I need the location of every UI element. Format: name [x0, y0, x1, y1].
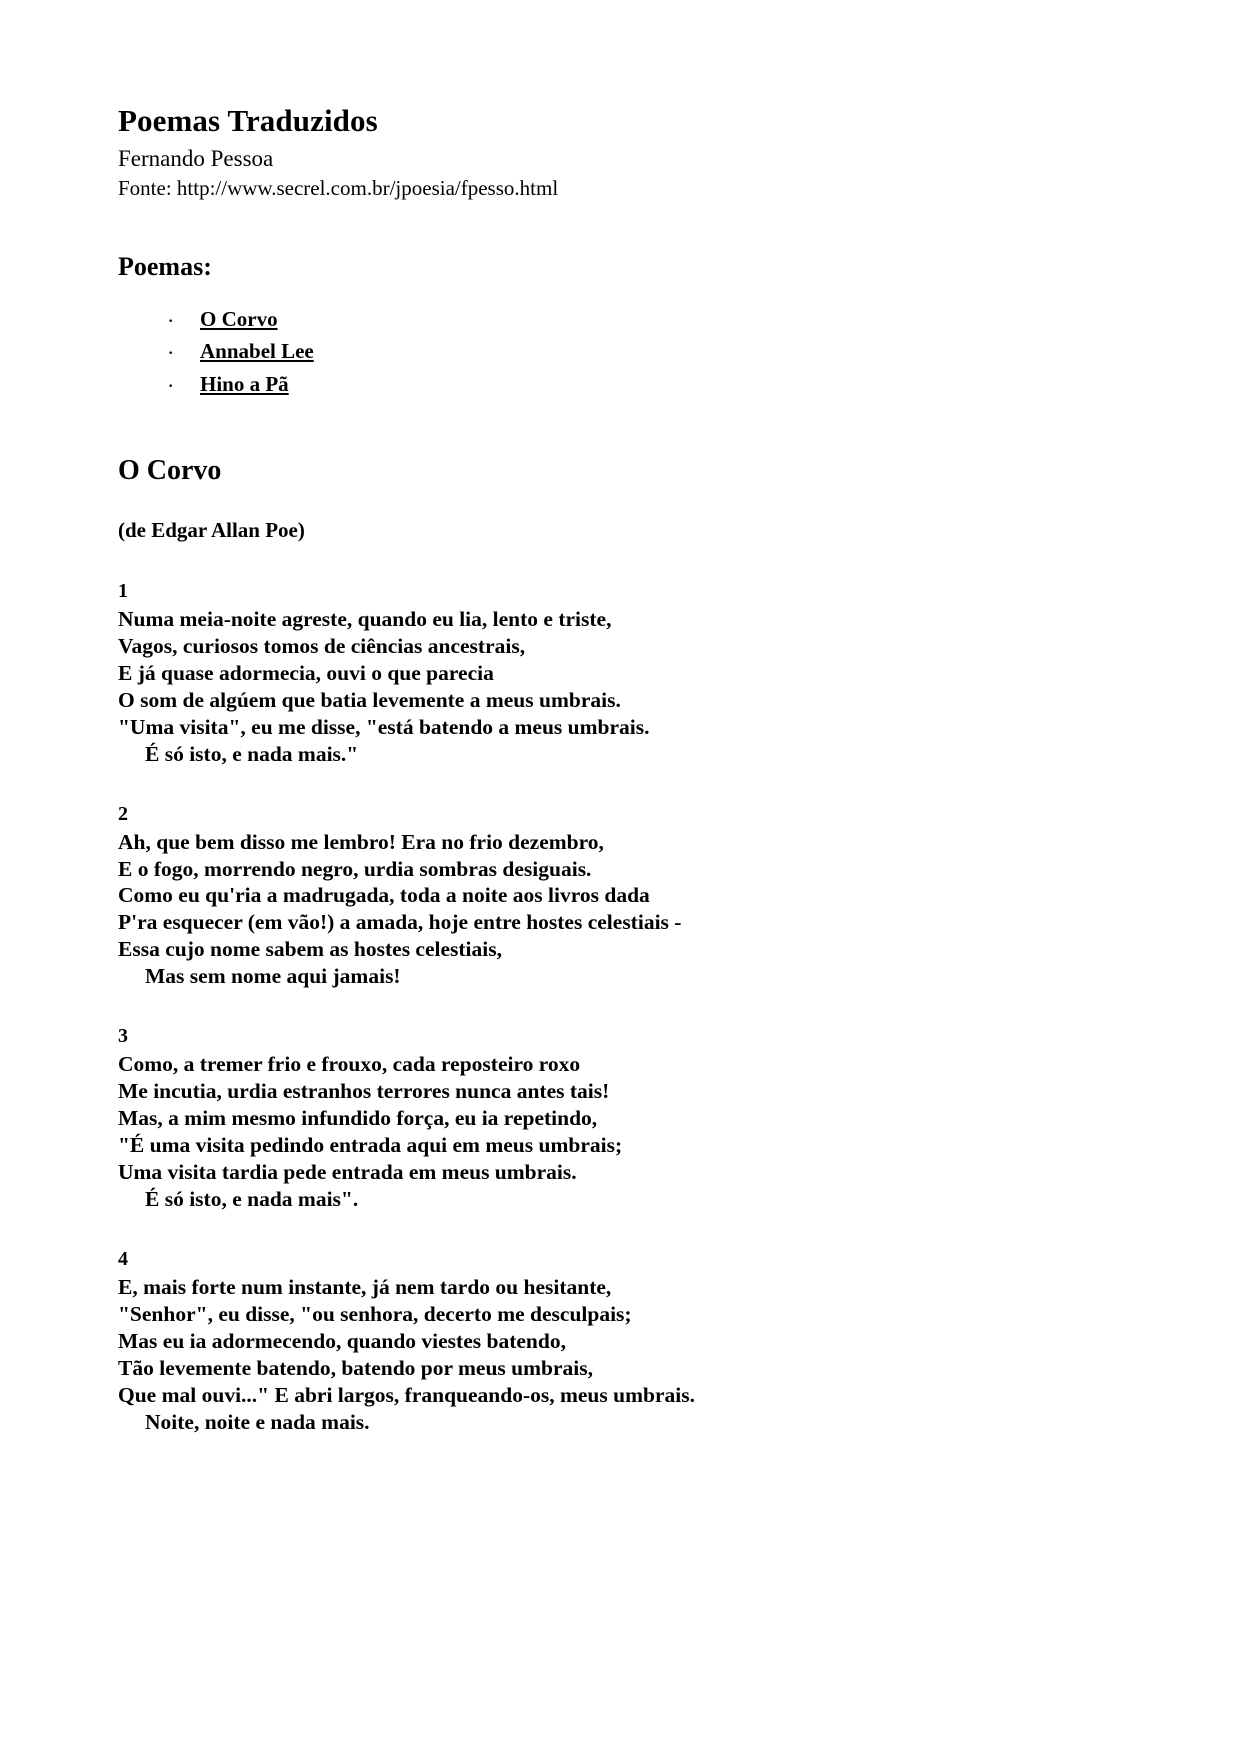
bullet-icon: · [168, 312, 174, 330]
bullet-icon: · [168, 345, 174, 363]
document-author: Fernando Pessoa [118, 145, 274, 171]
stanza [118, 578, 1122, 768]
list-item [164, 306, 1122, 333]
stanza-line: "Senhor", eu disse, "ou senhora, decerto me desculpais; [118, 1302, 632, 1327]
poem-link-2[interactable]: Hino a Pã [200, 371, 289, 396]
stanza-line: E já quase adormecia, ouvi o que parecia [118, 660, 494, 685]
list-item [164, 338, 1122, 365]
stanza-number: 4 [118, 1248, 128, 1271]
document-source-url: Fonte: http://www.secrel.com.br/jpoesia/fpesso.html [118, 176, 559, 201]
stanza-line: Uma visita tardia pede entrada em meus umbrais. [118, 1160, 577, 1185]
stanza-line: Tão levemente batendo, batendo por meus umbrais, [118, 1356, 594, 1381]
stanza [118, 1246, 1122, 1436]
stanza-line: "É uma visita pedindo entrada aqui em meus umbrais; [118, 1133, 623, 1158]
stanza-line: Como, a tremer frio e frouxo, cada reposteiro roxo [118, 1052, 581, 1077]
poem-link-0[interactable]: O Corvo [200, 306, 278, 331]
stanza-line: Vagos, curiosos tomos de ciências ancestrais, [118, 633, 526, 658]
stanza-line: O som de algúem que batia levemente a meus umbrais. [118, 687, 621, 712]
poem-body [118, 578, 1122, 1436]
stanza-line: E o fogo, morrendo negro, urdia sombras desiguais. [118, 856, 592, 881]
poems-list [118, 306, 1122, 398]
stanza-line: É só isto, e nada mais". [145, 1187, 359, 1212]
stanza-line: Mas sem nome aqui jamais! [145, 964, 401, 989]
stanza-line: Noite, noite e nada mais. [145, 1410, 370, 1435]
poems-section-heading: Poemas: [118, 251, 212, 281]
poem-title: O Corvo [118, 454, 222, 486]
stanza-line: Numa meia-noite agreste, quando eu lia, lento e triste, [118, 606, 612, 631]
stanza-line: Como eu qu'ria a madrugada, toda a noite aos livros dada [118, 883, 650, 908]
bullet-icon: · [168, 377, 174, 395]
page-title: Poemas Traduzidos [118, 103, 378, 138]
stanza-line: Mas eu ia adormecendo, quando viestes batendo, [118, 1329, 566, 1354]
poem-link-1[interactable]: Annabel Lee [200, 339, 314, 364]
stanza-line: P'ra esquecer (em vão!) a amada, hoje entre hostes celestiais - [118, 910, 682, 935]
stanza-number: 2 [118, 802, 128, 825]
stanza-line: É só isto, e nada mais." [145, 741, 359, 766]
stanza-line: "Uma visita", eu me disse, "está batendo a meus umbrais. [118, 714, 650, 739]
stanza-number: 1 [118, 579, 128, 602]
stanza-line: Mas, a mim mesmo infundido força, eu ia repetindo, [118, 1106, 598, 1131]
stanza-line: E, mais forte num instante, já nem tardo ou hesitante, [118, 1275, 612, 1300]
stanza [118, 1023, 1122, 1213]
list-item [164, 371, 1122, 398]
stanza-line: Me incutia, urdia estranhos terrores nunca antes tais! [118, 1079, 610, 1104]
stanza-line: Ah, que bem disso me lembro! Era no frio dezembro, [118, 829, 604, 854]
stanza [118, 801, 1122, 991]
poem-attribution: (de Edgar Allan Poe) [118, 518, 305, 543]
stanza-number: 3 [118, 1025, 128, 1048]
stanza-line: Essa cujo nome sabem as hostes celestiais, [118, 937, 502, 962]
stanza-line: Que mal ouvi..." E abri largos, franqueando-os, meus umbrais. [118, 1383, 695, 1408]
